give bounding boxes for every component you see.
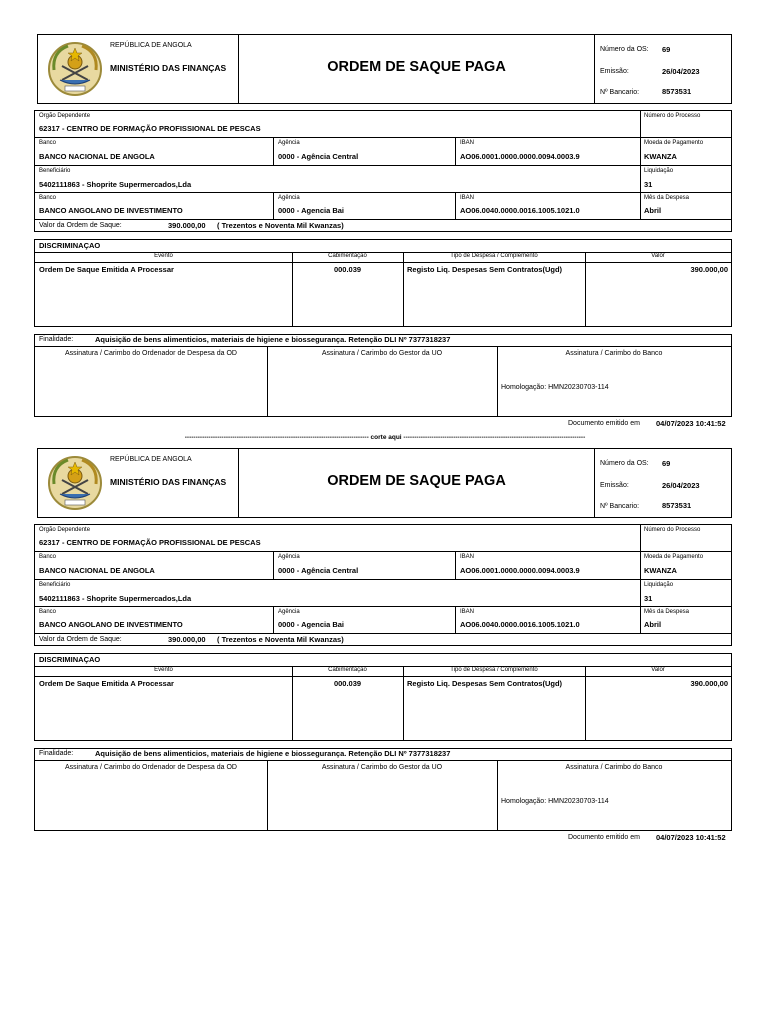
os-number-label: Número da OS:: [600, 46, 649, 53]
discrimination-title: DISCRIMINAÇAO: [39, 241, 101, 250]
iban-value: AO06.0001.0000.0000.0094.0003.9: [460, 152, 580, 161]
emission-label: Emissão:: [600, 68, 629, 75]
mes-label: Mês da Despesa: [644, 609, 690, 615]
finalidade-label: Finalidade:: [39, 750, 74, 757]
col-cabimentacao: Cabimentação: [328, 253, 367, 259]
homologacao: Homologação: HMN20230703-114: [501, 384, 609, 391]
discrimination-title: DISCRIMINAÇAO: [39, 655, 101, 664]
moeda-label: Moeda de Pagamento: [644, 140, 704, 146]
iban2-value: AO06.0040.0000.0016.1005.1021.0: [460, 206, 580, 215]
orgao-label: Orgão Dependente: [39, 527, 91, 533]
valor-label: Valor da Ordem de Saque:: [39, 222, 122, 229]
ministry-label: MINISTÉRIO DAS FINANÇAS: [110, 477, 227, 487]
row-cabimentacao: 000.039: [333, 679, 362, 688]
iban2-label: IBAN: [460, 195, 475, 201]
agencia-label: Agência: [278, 140, 300, 146]
valor-extenso: ( Trezentos e Noventa Mil Kwanzas): [217, 221, 344, 230]
moeda-value: KWANZA: [644, 566, 677, 575]
emission-label: Emissão:: [600, 482, 629, 489]
signature-box: [34, 748, 732, 831]
processo-label: Número do Processo: [644, 527, 701, 533]
document-title: ORDEM DE SAQUE PAGA: [327, 59, 506, 75]
banco2-label: Banco: [39, 195, 57, 201]
header-box: [37, 34, 732, 104]
valor-value: 390.000,00: [168, 221, 206, 230]
liquidacao-value: 31: [644, 180, 653, 189]
cut-line: ------------------------------------------------------------------------------------- corte aqui ------------------------------------------------------------------------------------: [184, 434, 586, 441]
row-evento: Ordem De Saque Emitida A Processar: [39, 679, 174, 688]
payment-order-slip: [0, 34, 768, 446]
ministry-label: MINISTÉRIO DAS FINANÇAS: [110, 63, 227, 73]
banco-value: BANCO NACIONAL DE ANGOLA: [39, 566, 155, 575]
processo-label: Número do Processo: [644, 113, 701, 119]
angola-emblem: [46, 454, 104, 512]
liquidacao-value: 31: [644, 594, 653, 603]
bank-number-label: Nº Bancario:: [600, 89, 640, 96]
finalidade-label: Finalidade:: [39, 336, 74, 343]
agencia-value: 0000 - Agência Central: [278, 152, 359, 161]
signature-uo: Assinatura / Carimbo do Gestor da UO: [321, 764, 443, 771]
agencia-label: Agência: [278, 554, 300, 560]
bank-number-value: 8573531: [662, 87, 692, 96]
info-box: [34, 524, 732, 646]
col-cabimentacao: Cabimentação: [328, 667, 367, 673]
emitido-label: Documento emitido em: [568, 834, 640, 841]
discrimination-box: [34, 653, 732, 741]
iban-value: AO06.0001.0000.0000.0094.0003.9: [460, 566, 580, 575]
moeda-label: Moeda de Pagamento: [644, 554, 704, 560]
republic-label: REPÚBLICA DE ANGOLA: [110, 42, 192, 49]
info-box: [34, 110, 732, 232]
col-valor: Valor: [651, 253, 665, 259]
valor-extenso: ( Trezentos e Noventa Mil Kwanzas): [217, 635, 344, 644]
liquidacao-label: Liquidação: [644, 582, 674, 588]
mes-label: Mês da Despesa: [644, 195, 690, 201]
liquidacao-label: Liquidação: [644, 168, 674, 174]
banco-label: Banco: [39, 140, 57, 146]
valor-label: Valor da Ordem de Saque:: [39, 636, 122, 643]
agencia2-label: Agência: [278, 195, 300, 201]
orgao-value: 62317 - CENTRO DE FORMAÇÃO PROFISSIONAL DE PESCAS: [39, 124, 261, 133]
agencia2-value: 0000 - Agencia Bai: [278, 620, 345, 629]
os-number-value: 69: [662, 45, 671, 54]
finalidade-text: Aquisição de bens alimenticios, materiais de higiene e biossegurança. Retenção DLI Nº 7377318237: [95, 749, 451, 758]
iban-label: IBAN: [460, 554, 475, 560]
header-box: [37, 448, 732, 518]
banco-label: Banco: [39, 554, 57, 560]
col-tipo: Tipo de Despesa / Complemento: [450, 667, 538, 673]
emitido-label: Documento emitido em: [568, 420, 640, 427]
mes-value: Abril: [644, 206, 662, 215]
signature-banco: Assinatura / Carimbo do Banco: [565, 350, 663, 357]
signature-od: Assinatura / Carimbo do Ordenador de Despesa da OD: [65, 764, 237, 771]
angola-emblem: [46, 40, 104, 98]
payment-order-slip: [0, 448, 768, 860]
homologacao: Homologação: HMN20230703-114: [501, 798, 609, 805]
bank-number-value: 8573531: [662, 501, 692, 510]
emission-value: 26/04/2023: [662, 481, 700, 490]
signature-uo: Assinatura / Carimbo do Gestor da UO: [321, 350, 443, 357]
bank-number-label: Nº Bancario:: [600, 503, 640, 510]
discrimination-box: [34, 239, 732, 327]
emission-value: 26/04/2023: [662, 67, 700, 76]
beneficiario-value: 5402111863 - Shoprite Supermercados,Lda: [39, 180, 192, 189]
emitido-value: 04/07/2023 10:41:52: [656, 419, 726, 428]
banco2-value: BANCO ANGOLANO DE INVESTIMENTO: [39, 620, 183, 629]
row-cabimentacao: 000.039: [333, 265, 362, 274]
orgao-label: Orgão Dependente: [39, 113, 91, 119]
iban2-label: IBAN: [460, 609, 475, 615]
os-number-label: Número da OS:: [600, 460, 649, 467]
beneficiario-label: Beneficiário: [39, 168, 71, 174]
col-tipo: Tipo de Despesa / Complemento: [450, 253, 538, 259]
os-number-value: 69: [662, 459, 671, 468]
document-title: ORDEM DE SAQUE PAGA: [327, 473, 506, 489]
agencia-value: 0000 - Agência Central: [278, 566, 359, 575]
beneficiario-value: 5402111863 - Shoprite Supermercados,Lda: [39, 594, 192, 603]
row-valor: 390.000,00: [690, 265, 728, 274]
republic-label: REPÚBLICA DE ANGOLA: [110, 456, 192, 463]
row-tipo: Registo Liq. Despesas Sem Contratos(Ugd): [407, 265, 563, 274]
banco2-label: Banco: [39, 609, 57, 615]
banco2-value: BANCO ANGOLANO DE INVESTIMENTO: [39, 206, 183, 215]
finalidade-text: Aquisição de bens alimenticios, materiais de higiene e biossegurança. Retenção DLI Nº 7377318237: [95, 335, 451, 344]
mes-value: Abril: [644, 620, 662, 629]
col-evento: Evento: [154, 253, 173, 259]
iban-label: IBAN: [460, 140, 475, 146]
row-valor: 390.000,00: [690, 679, 728, 688]
agencia2-value: 0000 - Agencia Bai: [278, 206, 345, 215]
signature-od: Assinatura / Carimbo do Ordenador de Despesa da OD: [65, 350, 237, 357]
col-evento: Evento: [154, 667, 173, 673]
moeda-value: KWANZA: [644, 152, 677, 161]
orgao-value: 62317 - CENTRO DE FORMAÇÃO PROFISSIONAL DE PESCAS: [39, 538, 261, 547]
signature-box: [34, 334, 732, 417]
banco-value: BANCO NACIONAL DE ANGOLA: [39, 152, 155, 161]
signature-banco: Assinatura / Carimbo do Banco: [565, 764, 663, 771]
emitido-value: 04/07/2023 10:41:52: [656, 833, 726, 842]
col-valor: Valor: [651, 667, 665, 673]
valor-value: 390.000,00: [168, 635, 206, 644]
beneficiario-label: Beneficiário: [39, 582, 71, 588]
iban2-value: AO06.0040.0000.0016.1005.1021.0: [460, 620, 580, 629]
agencia2-label: Agência: [278, 609, 300, 615]
row-evento: Ordem De Saque Emitida A Processar: [39, 265, 174, 274]
row-tipo: Registo Liq. Despesas Sem Contratos(Ugd): [407, 679, 563, 688]
